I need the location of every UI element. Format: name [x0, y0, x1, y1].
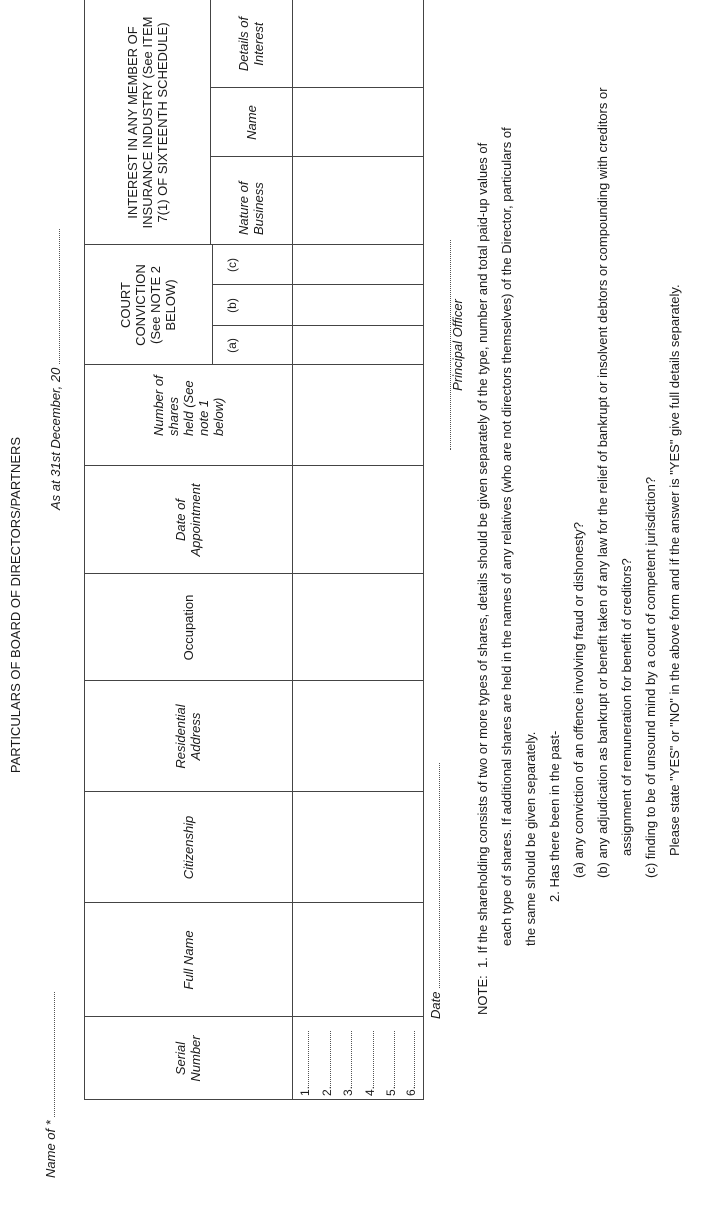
form-title: PARTICULARS OF BOARD OF DIRECTORS/PARTNERS	[8, 436, 23, 774]
col-interest-insurance: INTEREST IN ANY MEMBER OF INSURANCE INDUSTRY (See ITEM 7(1) OF SIXTEENTH SCHEDULE)	[124, 16, 170, 229]
as-at-label: As at 31st December, 20	[48, 367, 63, 510]
row-serial-6[interactable]: 6.	[404, 1031, 419, 1096]
col-name: Name	[243, 105, 259, 140]
col-serial-number: Serial Number	[173, 1035, 203, 1082]
note-1-line-3: the same should be given separately.	[523, 731, 538, 946]
note-2-b-line-1: (b) any adjudication as bankrupt or benefit taken of any law for the relief of bankrupt or insolvent debtors or compounding with creditors or	[595, 87, 610, 878]
col-number-of-shares: Number of shares held (See note 1 below)	[150, 375, 226, 436]
note-1-line-1: 1. If the shareholding consists of two or more types of shares, details should be given separately of the type, number and total paid-up values of	[475, 142, 490, 968]
note-2-line-1: 2. Has there been in the past-	[547, 730, 562, 902]
date-blank[interactable]	[438, 763, 440, 988]
col-occupation: Occupation	[180, 594, 196, 661]
col-nature-of-business: Nature of Business	[236, 181, 266, 235]
col-court-b: (b)	[224, 298, 239, 313]
col-court-a: (a)	[224, 338, 239, 353]
principal-officer-label: Principal Officer	[450, 299, 465, 391]
col-details-of-interest: Details of Interest	[236, 16, 266, 72]
note-2-a: (a) any conviction of an offence involving fraud or dishonesty?	[571, 521, 586, 878]
col-citizenship: Citizenship	[180, 815, 196, 880]
note-instruction: Please state "YES" or "NO" in the above form and if the answer is "YES" give full details separately.	[667, 284, 682, 856]
row-serial-1[interactable]: 1.	[298, 1031, 313, 1096]
note-2-b-line-2: assignment of remuneration for benefit of creditors?	[619, 558, 634, 856]
name-of-label: Name of *	[43, 1120, 58, 1178]
col-date-of-appointment: Date of Appointment	[173, 483, 203, 557]
row-serial-2[interactable]: 2.	[320, 1031, 335, 1096]
row-serial-3[interactable]: 3.	[341, 1031, 356, 1096]
col-court-c: (c)	[224, 258, 239, 272]
date-label: Date	[428, 991, 443, 1019]
col-full-name: Full Name	[180, 930, 196, 990]
note-label: NOTE:	[475, 975, 490, 1015]
note-2-c: (c) finding to be of unsound mind by a court of competent jurisdiction?	[643, 476, 658, 878]
row-serial-4[interactable]: 4.	[363, 1031, 378, 1096]
col-residential-address: Residential Address	[173, 704, 203, 769]
date-field[interactable]	[428, 763, 443, 1019]
col-court-conviction: COURT CONVICTION (See NOTE 2 BELOW)	[118, 264, 178, 346]
row-serial-5[interactable]: 5.	[384, 1031, 399, 1096]
note-1-line-2: each type of shares. If additional shares are held in the names of any relatives (who are not directors themselves) of the Director, particulars of	[499, 127, 514, 946]
